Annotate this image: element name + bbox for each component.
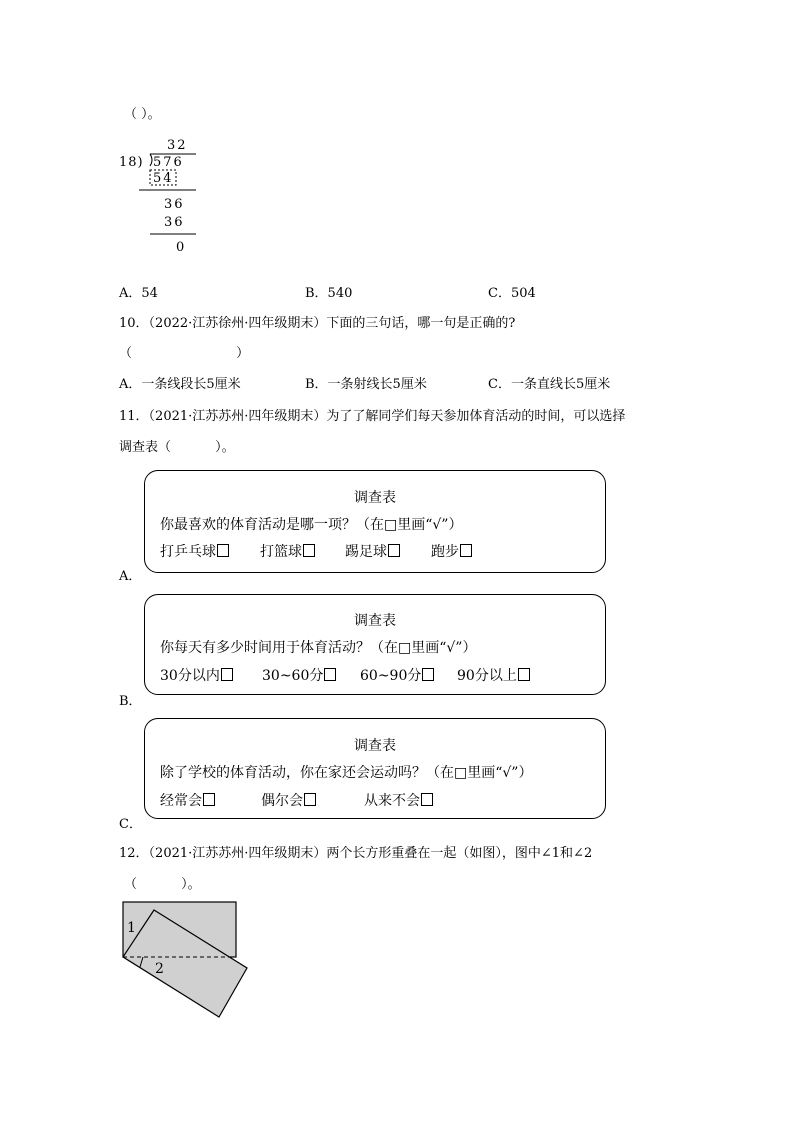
q11-option-b-letter[interactable]: B． xyxy=(119,694,142,709)
q11-stem-continued: 调查表（ ）。 xyxy=(119,440,235,455)
q12-stem: 12．（2021·江苏苏州·四年级期末）两个长方形重叠在一起（如图），图中∠1和∠2 xyxy=(119,846,593,861)
q11-stem: 11．（2021·江苏苏州·四年级期末）为了了解同学们每天参加体育活动的时间，可以选择 xyxy=(119,409,626,424)
checkbox-icon[interactable] xyxy=(422,668,434,681)
checkbox-icon[interactable] xyxy=(324,668,336,681)
q9-option-a[interactable]: A．54 xyxy=(119,286,158,301)
survey-a-choice-3: 踢足球 xyxy=(345,541,400,561)
q9-answer-blank: （ ）。 xyxy=(124,107,161,122)
division-remainder2: 0 xyxy=(176,240,185,255)
angle-2-label: 2 xyxy=(155,961,164,977)
survey-a-title: 调查表 xyxy=(354,490,396,506)
division-quotient: 32 xyxy=(167,138,188,153)
survey-c-title: 调查表 xyxy=(354,738,396,754)
survey-a-choice-1: 打乒乓球 xyxy=(160,541,229,561)
q10-stem: 10．（2022·江苏徐州·四年级期末）下面的三句话，哪一句是正确的? xyxy=(119,316,516,331)
checkbox-icon[interactable] xyxy=(388,544,400,557)
survey-b-choice-1: 30分以内 xyxy=(160,665,233,685)
q11-option-c-letter[interactable]: C． xyxy=(119,817,142,832)
checkbox-icon[interactable] xyxy=(518,668,530,681)
checkbox-icon[interactable] xyxy=(221,668,233,681)
division-step1: 54 xyxy=(153,171,174,186)
checkbox-icon[interactable] xyxy=(203,793,215,806)
q10-option-a[interactable]: A．一条线段长5厘米 xyxy=(119,377,241,392)
survey-b-choice-4: 90分以上 xyxy=(457,665,530,685)
survey-box-a xyxy=(144,470,606,573)
checkbox-icon[interactable] xyxy=(421,793,433,806)
q10-blank: （ ） xyxy=(119,346,250,361)
survey-b-choice-3: 60~90分 xyxy=(360,665,434,685)
survey-c-choice-1: 经常会 xyxy=(160,790,215,810)
survey-a-choice-2: 打篮球 xyxy=(260,541,315,561)
checkbox-icon[interactable] xyxy=(303,544,315,557)
division-divisor: 18) xyxy=(119,155,144,170)
survey-box-b xyxy=(144,594,606,695)
checkbox-icon[interactable] xyxy=(460,544,472,557)
division-dividend: 576 xyxy=(153,155,184,170)
survey-c-question: 除了学校的体育活动，你在家还会运动吗？（在□里画“√”） xyxy=(160,765,533,781)
survey-c-choice-3: 从来不会 xyxy=(364,790,433,810)
survey-a-question: 你最喜欢的体育活动是哪一项？（在□里画“√”） xyxy=(160,517,463,533)
q11-option-a-letter[interactable]: A． xyxy=(119,569,142,584)
q10-option-b[interactable]: B．一条射线长5厘米 xyxy=(305,377,427,392)
long-division-figure xyxy=(110,132,210,262)
division-remainder1: 36 xyxy=(164,197,185,212)
q9-option-b[interactable]: B．540 xyxy=(305,286,353,301)
survey-box-c xyxy=(144,718,606,819)
checkbox-icon[interactable] xyxy=(217,544,229,557)
overlapping-rectangles-figure xyxy=(110,895,260,1025)
angle-1-label: 1 xyxy=(127,920,136,936)
q9-option-c[interactable]: C．504 xyxy=(488,286,536,301)
q10-option-c[interactable]: C．一条直线长5厘米 xyxy=(488,377,611,392)
survey-a-choice-4: 跑步 xyxy=(431,541,472,561)
division-step2: 36 xyxy=(164,215,185,230)
q12-answer-blank: （ ）。 xyxy=(124,877,201,892)
survey-b-question: 你每天有多少时间用于体育活动？（在□里画“√”） xyxy=(160,640,477,656)
checkbox-icon[interactable] xyxy=(304,793,316,806)
survey-c-choice-2: 偶尔会 xyxy=(261,790,316,810)
survey-b-choice-2: 30~60分 xyxy=(262,665,336,685)
division-bracket xyxy=(150,154,152,166)
survey-b-title: 调查表 xyxy=(354,613,396,629)
